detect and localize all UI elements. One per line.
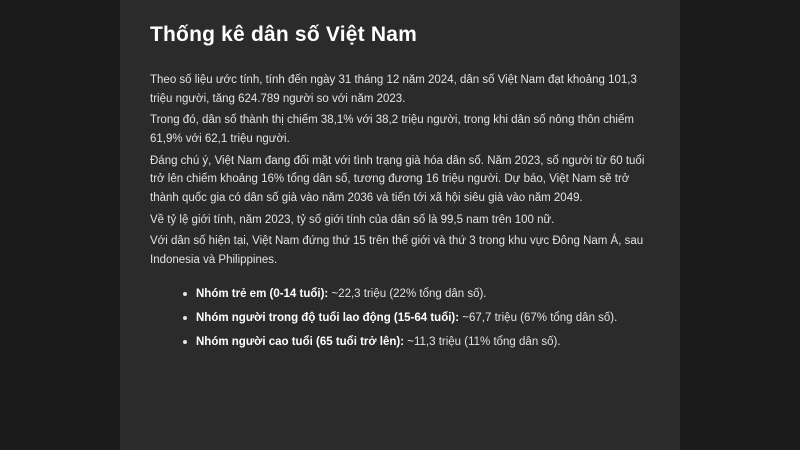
list-item-label: Nhóm người trong độ tuổi lao động (15-64 tuổi): [196, 312, 460, 325]
list-item [196, 333, 650, 352]
paragraph-3: Đáng chú ý, Việt Nam đang đối mặt với tình trạng già hóa dân số. Năm 2023, số người từ 60 tuổi trở lên chiếm khoảng 16% tổng dân số, tương đương 16 triệu người. Dự báo, Việt Nam sẽ trở thành quốc gia có dân số già vào năm 2036 và tiến tới xã hội siêu già vào năm 2049. [150, 154, 645, 204]
page-title: Thống kê dân số Việt Nam [150, 23, 417, 46]
list-item-value: ~22,3 triệu (22% tổng dân số). [331, 288, 487, 301]
list-item [196, 285, 650, 304]
paragraph-2: Trong đó, dân số thành thị chiếm 38,1% với 38,2 triệu người, trong khi dân số nông thôn chiếm 61,9% với 62,1 triệu người. [150, 114, 634, 146]
paragraph-5: Với dân số hiện tại, Việt Nam đứng thứ 15 trên thế giới và thứ 3 trong khu vực Đông Nam Á, sau Indonesia và Philippines. [150, 235, 644, 266]
paragraph-4: Về tỷ lệ giới tính, năm 2023, tỷ số giới tính của dân số là 99,5 nam trên 100 nữ. [150, 213, 555, 226]
paragraph-1: Theo số liệu ước tính, tính đến ngày 31 tháng 12 năm 2024, dân số Việt Nam đạt khoảng 101,3 triệu người, tăng 624.789 người so với năm 2023. [150, 74, 637, 105]
article [120, 0, 680, 351]
list-item-value: ~67,7 triệu (67% tổng dân số). [462, 312, 618, 325]
content-panel [120, 0, 680, 450]
list-item [196, 309, 650, 328]
list-item-label: Nhóm người cao tuổi (65 tuổi trở lên): [196, 335, 405, 348]
list-item-label: Nhóm trẻ em (0-14 tuổi): [196, 288, 329, 301]
list-item-value: ~11,3 triệu (11% tổng dân số). [407, 335, 561, 348]
age-group-list [150, 285, 650, 351]
